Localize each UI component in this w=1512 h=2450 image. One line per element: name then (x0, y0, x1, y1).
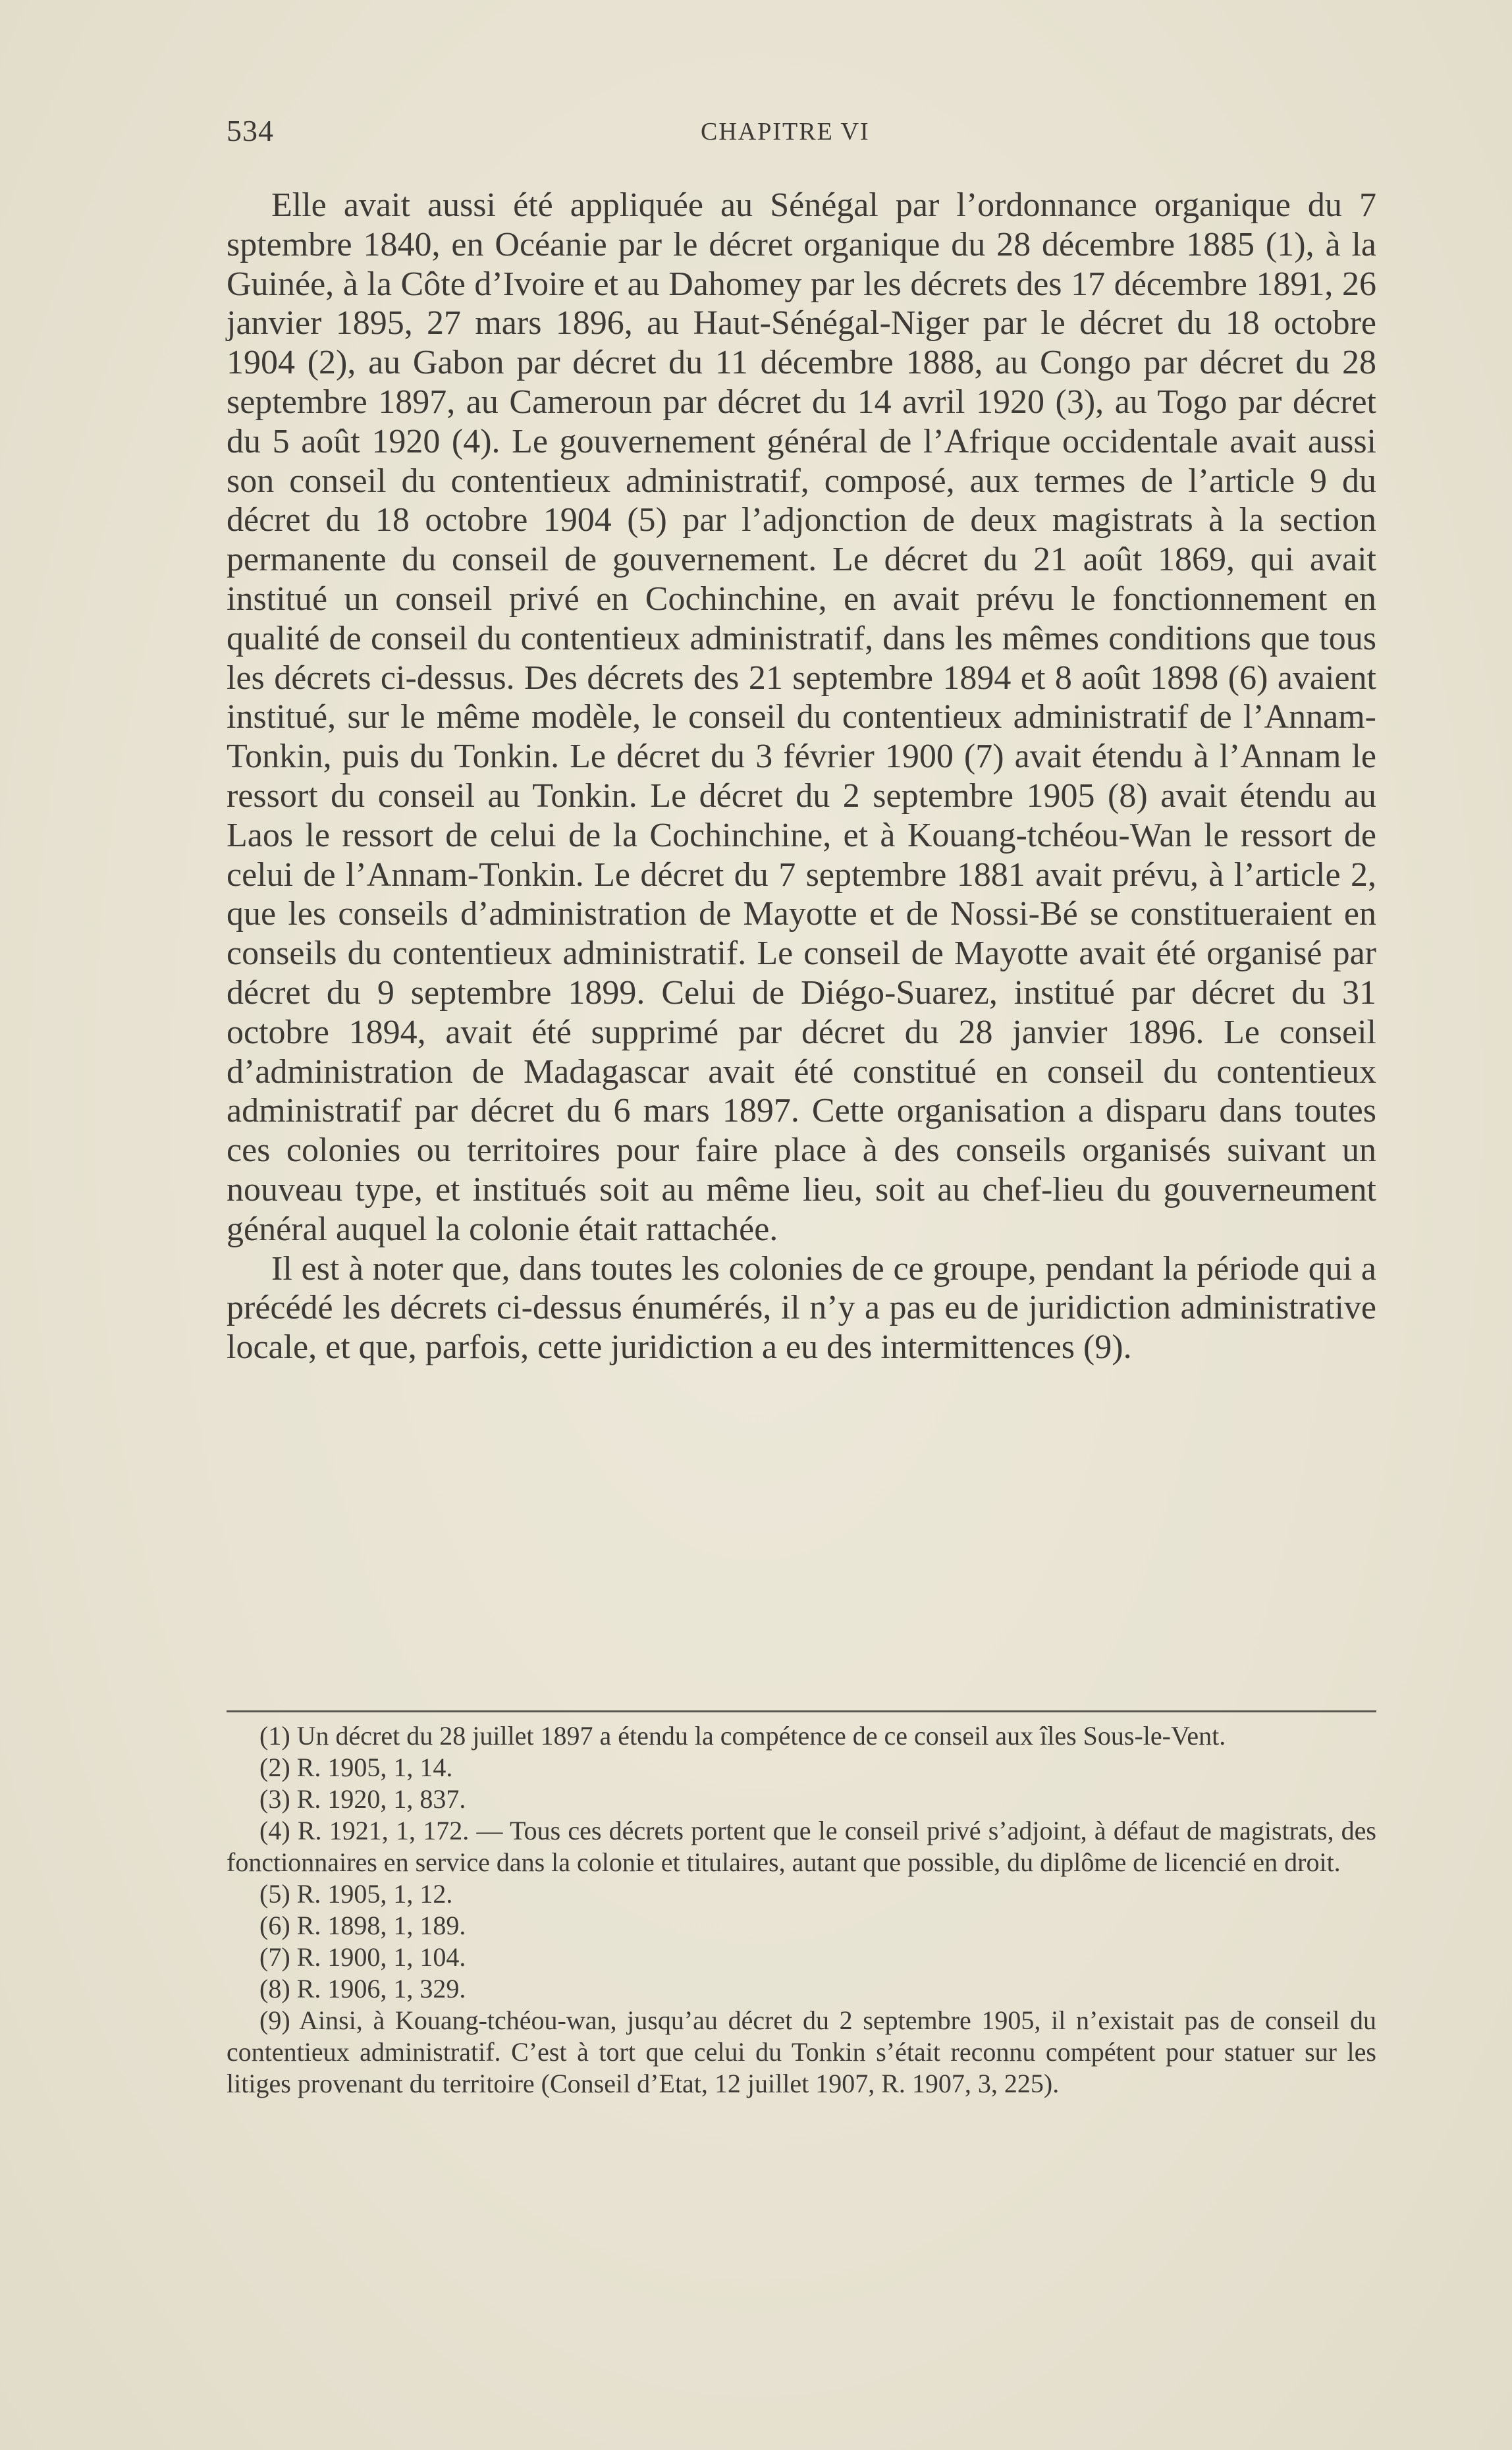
footnote: (8) R. 1906, 1, 329. (259, 1974, 466, 2003)
footnote-divider (227, 1710, 1376, 1712)
footnote: (1) Un décret du 28 juillet 1897 a étendu la compétence de ce conseil aux îles Sous-le-Vent. (259, 1721, 1226, 1751)
footnotes (227, 1720, 1376, 2100)
page-header (227, 113, 1376, 153)
main-text (227, 186, 1376, 1367)
footnote: (7) R. 1900, 1, 104. (259, 1942, 466, 1972)
footnote: (5) R. 1905, 1, 12. (259, 1879, 453, 1909)
footnote: (6) R. 1898, 1, 189. (259, 1911, 466, 1940)
paragraph: Elle avait aussi été appliquée au Sénégal par l’ordonnance organique du 7 sptembre 1840, en Océanie par le décret organique du 28 décembre 1885 (1), à la Guinée, à la Côte d’Ivoire et au Dahomey par les décrets des 17 décembre 1891, 26 janvier 1895, 27 mars 1896, au Haut-Sénégal-Niger par le décret du 18 octobre 1904 (2), au Gabon par décret du 11 décembre 1888, au Congo par décret du 28 septembre 1897, au Cameroun par décret du 14 avril 1920 (3), au Togo par décret du 5 août 1920 (4). Le gouvernement général de l’Afrique occidentale avait aussi son conseil du contentieux administratif, composé, aux termes de l’article 9 du décret du 18 octobre 1904 (5) par l’adjonction de deux magistrats à la section permanente du conseil de gouvernement. Le décret du 21 août 1869, qui avait institué un conseil privé en Cochinchine, en avait prévu le fonctionnement en qualité de conseil du contentieux administratif, dans les mêmes conditions que tous les décrets ci-dessus. Des décrets des 21 septembre 1894 et 8 août 1898 (6) avaient institué, sur le même modèle, le conseil du contentieux administratif de l’Annam-Tonkin, puis du Tonkin. Le décret du 3 février 1900 (7) avait étendu à l’Annam le ressort du conseil au Tonkin. Le décret du 2 septembre 1905 (8) avait étendu au Laos le ressort de celui de la Cochinchine, et à Kouang-tchéou-Wan le ressort de celui de l’Annam-Tonkin. Le décret du 7 septembre 1881 avait prévu, à l’article 2, que les conseils d’administration de Mayotte et de Nossi-Bé se constitueraient en conseils du contentieux administratif. Le conseil de Mayotte avait été organisé par décret du 9 septembre 1899. Celui de Diégo-Suarez, institué par décret du 31 octobre 1894, avait été supprimé par décret du 28 janvier 1896. Le conseil d’administration de Madagascar avait été constitué en conseil du contentieux administratif par décret du 6 mars 1897. Cette organisation a disparu dans toutes ces colonies ou territoires pour faire place à des conseils organisés suivant un nouveau type, et institués soit au même lieu, soit au chef-lieu du gouverneument général auquel la colonie était rattachée. (227, 186, 1376, 1248)
footnote: (9) Ainsi, à Kouang-tchéou-wan, jusqu’au décret du 2 septembre 1905, il n’existait pas de conseil du contentieux administratif. C’est à tort que celui du Tonkin s’était reconnu compétent pour statuer sur les litiges provenant du territoire (Conseil d’Etat, 12 juillet 1907, R. 1907, 3, 225). (227, 2005, 1376, 2098)
footnote: (4) R. 1921, 1, 172. — Tous ces décrets portent que le conseil privé s’adjoint, à défaut de magistrats, des fonctionnaires en service dans la colonie et titulaires, autant que possible, du diplôme de licencié en droit. (227, 1816, 1376, 1877)
footnote: (2) R. 1905, 1, 14. (259, 1753, 453, 1782)
paragraph: Il est à noter que, dans toutes les colonies de ce groupe, pendant la période qui a précédé les décrets ci-dessus énumérés, il n’y a pas eu de juridiction administrative locale, et que, parfois, cette juridiction a eu des intermittences (9). (227, 1249, 1376, 1367)
running-head: CHAPITRE VI (701, 118, 870, 146)
footnote: (3) R. 1920, 1, 837. (259, 1784, 466, 1814)
page-number: 534 (227, 114, 274, 148)
